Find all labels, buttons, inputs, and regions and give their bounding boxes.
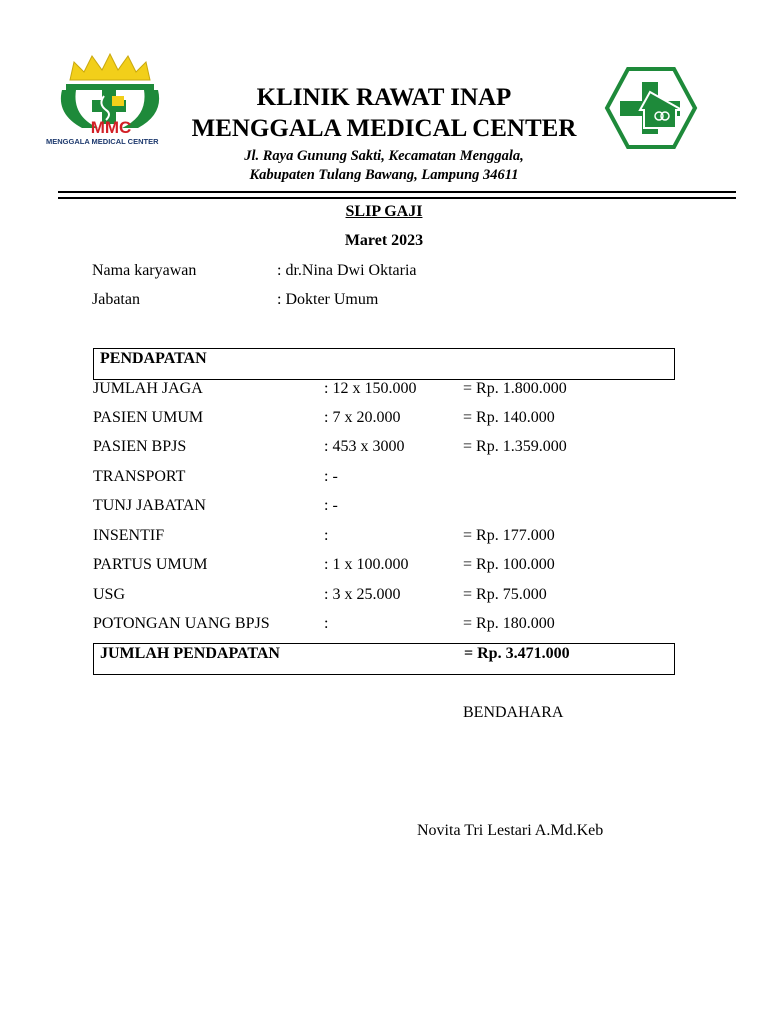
income-row-label: JUMLAH JAGA: [93, 380, 203, 397]
slip-period: Maret 2023: [344, 232, 424, 249]
employee-name-label: Nama karyawan: [92, 262, 197, 279]
income-row-result: = Rp. 180.000: [463, 615, 555, 632]
income-row-calc: : 12 x 150.000: [324, 380, 417, 397]
address-line1: Jl. Raya Gunung Sakti, Kecamatan Menggala,: [244, 148, 524, 164]
treasurer-name: Novita Tri Lestari A.Md.Keb: [417, 822, 604, 839]
address-line2: Kabupaten Tulang Bawang, Lampung 34611: [249, 167, 519, 183]
income-row-result: = Rp. 75.000: [463, 586, 547, 603]
income-row-calc: : 453 x 3000: [324, 438, 405, 455]
logo-mmc-text: MMC: [90, 118, 132, 137]
treasurer-role: BENDAHARA: [463, 704, 564, 721]
income-row-result: = Rp. 100.000: [463, 556, 555, 573]
income-row-calc: : -: [324, 497, 338, 514]
income-row-label: PASIEN UMUM: [93, 409, 204, 426]
income-section-label: PENDAPATAN: [100, 350, 207, 367]
header-divider-top: [58, 191, 736, 193]
income-row-result: = Rp. 1.800.000: [463, 380, 567, 397]
logo-caption: MENGGALA MEDICAL CENTER: [46, 137, 159, 146]
clinic-title-line1: KLINIK RAWAT INAP: [256, 84, 512, 111]
clinic-cross-logo: [604, 66, 698, 150]
income-row-calc: : 7 x 20.000: [324, 409, 401, 426]
total-income-label: JUMLAH PENDAPATAN: [100, 645, 280, 662]
slip-title: SLIP GAJI: [345, 203, 423, 220]
total-income-value: = Rp. 3.471.000: [464, 645, 570, 662]
income-row-label: TUNJ JABATAN: [93, 497, 206, 514]
income-row-label: TRANSPORT: [93, 468, 186, 485]
income-row-result: = Rp. 177.000: [463, 527, 555, 544]
employee-position-label: Jabatan: [92, 291, 140, 308]
income-row-label: POTONGAN UANG BPJS: [93, 615, 270, 632]
income-row-label: USG: [93, 586, 126, 603]
employee-position-value: : Dokter Umum: [277, 291, 379, 308]
employee-name-value: : dr.Nina Dwi Oktaria: [277, 262, 417, 279]
income-row-calc: : -: [324, 468, 338, 485]
mmc-logo: [46, 52, 174, 146]
income-row-calc: :: [324, 527, 329, 544]
income-row-label: PARTUS UMUM: [93, 556, 208, 573]
income-row-calc: :: [324, 615, 329, 632]
income-row-result: = Rp. 140.000: [463, 409, 555, 426]
clinic-title-line2: MENGGALA MEDICAL CENTER: [191, 115, 577, 142]
income-row-result: = Rp. 1.359.000: [463, 438, 567, 455]
header-divider-bottom: [58, 197, 736, 199]
income-row-calc: : 3 x 25.000: [324, 586, 401, 603]
income-row-label: PASIEN BPJS: [93, 438, 187, 455]
income-row-calc: : 1 x 100.000: [324, 556, 409, 573]
income-row-label: INSENTIF: [93, 527, 165, 544]
